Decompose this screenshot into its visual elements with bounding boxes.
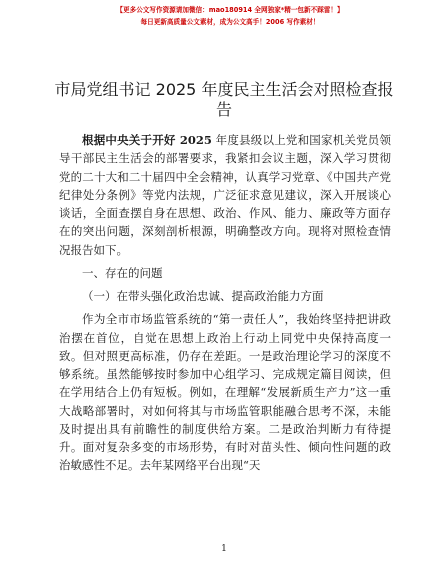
section-heading: 一、存在的问题 bbox=[82, 265, 163, 280]
document-body bbox=[59, 131, 391, 475]
title-line-1: 市局党组书记 2025 年度民主生活会对照检查报 bbox=[54, 80, 394, 99]
intro-rest: 年度县级以上党和国家机关党员领导干部民主生活会的部署要求，我紧扣会议主题，深入学习贯彻党的二十大和二十届四中全会精神，认真学习党章、《中国共产党纪律处分条例》等党内法规，广泛征求意见建议，深入开展谈心谈话，全面查摆自身在思想、政治、作风、能力、廉政等方面存在的突出问题，深刻剖析根源，明确整改方向。现将对照检查情况报告如下。 bbox=[59, 133, 391, 257]
page-number: 1 bbox=[221, 544, 227, 554]
intro-lead: 根据中央关于开好 2025 bbox=[82, 133, 212, 147]
body-paragraph: 作为全市市场监管系统的“第一责任人”，我始终坚持把讲政治摆在首位，自觉在思想上政治上行动上同党中央保持高度一致。但对照更高标准，仍存在差距。一是政治理论学习的深度不够系统。虽然能够按时参加中心组学习、完成规定篇目阅读，但在学用结合上仍有短板。例如，在理解“发展新质生产力”这一重大战略部署时，对如何将其与市场监管职能融合思考不深，未能及时提出具有前瞻性的制度供给方案。二是政治判断力有待提升。面对复杂多变的市场形势，有时对苗头性、倾向性问题的政治敏感性不足。去年某网络平台出现“天 bbox=[59, 312, 391, 473]
document-title bbox=[38, 80, 410, 120]
promo-banner bbox=[80, 4, 380, 34]
title-line-2: 告 bbox=[215, 100, 232, 119]
subsection-heading: （一）在带头强化政治忠诚、提高政治能力方面 bbox=[82, 289, 324, 303]
promo-line-1: 【更多公文写作资源请加微信：mao180914 全网独家*精一包新不踩雷！】 bbox=[116, 6, 344, 14]
promo-line-2: 每日更新高质量公文素材，成为公文高手！2006 写作素材！ bbox=[140, 18, 320, 26]
intro-paragraph bbox=[59, 131, 391, 259]
